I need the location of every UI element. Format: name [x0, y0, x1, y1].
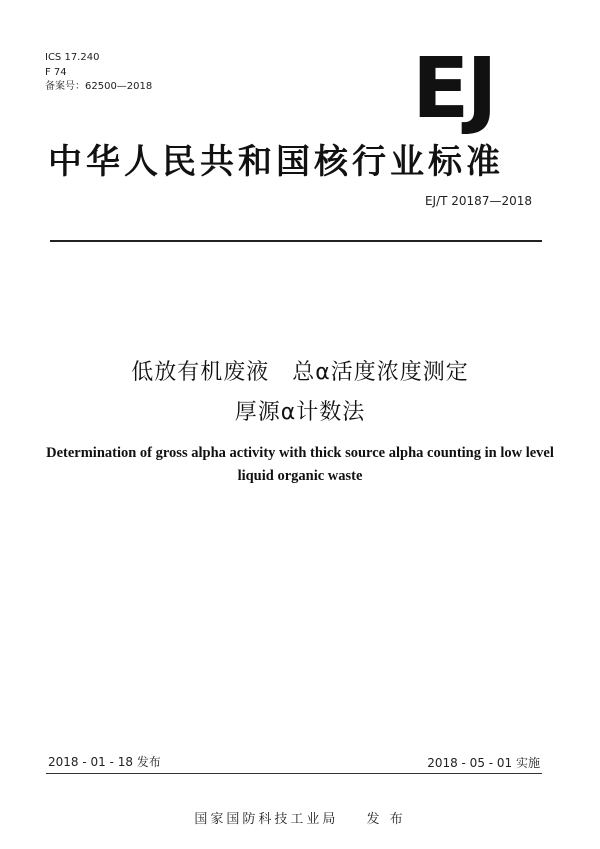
- implementation-date: 2018 - 05 - 01 实施: [427, 756, 540, 770]
- english-title: Determination of gross alpha activity with thick source alpha counting in low level liquid organic waste: [46, 445, 554, 484]
- standard-number: EJ/T 20187—2018: [424, 194, 532, 208]
- footer-divider: [46, 773, 542, 774]
- issuer-name: 国家国防科技工业局: [194, 812, 339, 827]
- standard-logo: EJ: [412, 39, 495, 137]
- chinese-title-line-1: 低放有机废液 总α活度浓度测定: [131, 360, 469, 385]
- issuer: [0, 812, 600, 828]
- standard-category-title: 中华人民共和国核行业标准: [48, 142, 504, 182]
- issuer-action: 发 布: [366, 812, 406, 827]
- header-divider: [50, 240, 542, 242]
- chinese-title-line-2: 厚源α计数法: [234, 400, 366, 425]
- registration-number: 备案号：62500—2018: [45, 81, 153, 92]
- chinese-title: [0, 353, 600, 433]
- issue-date: 2018 - 01 - 18 发布: [48, 755, 161, 769]
- ccs-code: F 74: [45, 67, 67, 78]
- ics-code: ICS 17.240: [45, 52, 100, 63]
